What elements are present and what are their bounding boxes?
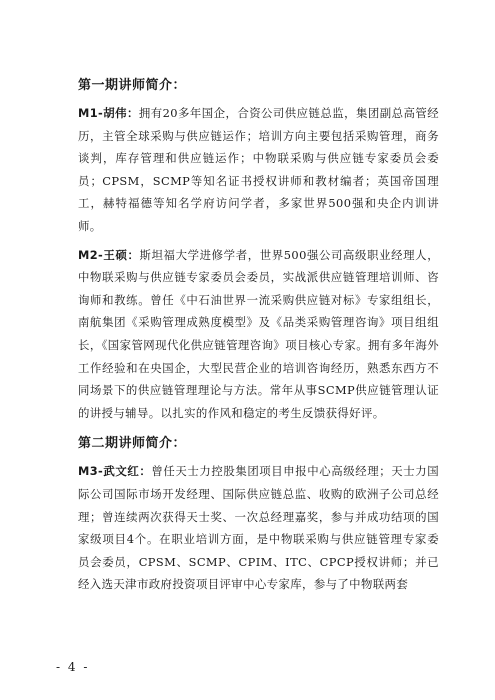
section-second-period <box>78 434 439 596</box>
bio-paragraph-m2 <box>78 244 439 425</box>
bio-name: M1-胡伟： <box>78 106 139 120</box>
section-heading: 第二期讲师简介： <box>78 436 187 452</box>
bio-text: 曾任天士力控股集团项目申报中心高级经理；天士力国际公司国际市场开发经理、国际供应链总监、收购的欧洲子公司总经理；曾连续两次获得天士奖、一次总经理嘉奖，参与并成功结项的国家级项目4个。在职业培训方面，是中物联采购与供应链管理专家委员会委员，CPSM、SCMP、CPIM、ITC、CPCP授权讲师；并已经入选天津市政府投资项目评审中心专家库，参与了中物联两套 <box>78 464 439 592</box>
bio-paragraph-m3 <box>78 460 439 596</box>
bio-name: M2-王硕： <box>78 247 140 262</box>
section-heading: 第一期讲师简介： <box>78 78 187 93</box>
section-first-period <box>78 76 439 424</box>
page-number: - 4 - <box>56 660 90 674</box>
bio-text: 斯坦福大学进修学者，世界500强公司高级职业经理人，中物联采购与供应链专家委员会委员，实战派供应链管理培训师、咨询师和教练。曾任《中石油世界一流采购供应链对标》专家组组长，南航集团《采购管理成熟度模型》及《品类采购管理咨询》项目组组长，《国家管网现代化供应链管理咨询》项目核心专家。拥有多年海外工作经验和在央国企，大型民营企业的培训咨询经历，熟悉东西方不同场景下的供应链管理理论与方法。常年从事SCMP供应链管理认证的讲授与辅导。以扎实的作风和稳定的考生反馈获得好评。 <box>78 247 439 420</box>
bio-name: M3-武文红： <box>78 464 152 479</box>
bio-text: 拥有20多年国企，合资公司供应链总监，集团副总高管经历，主管全球采购与供应链运作；培训方向主要包括采购管理，商务谈判，库存管理和供应链运作；中物联采购与供应链专家委员会委员；CPSM，SCMP等知名证书授权讲师和教材编者；英国帝国理工，赫特福德等知名学府访问学者，多家世界500强和央企内训讲师。 <box>78 106 439 233</box>
bio-paragraph-m1 <box>78 102 439 238</box>
